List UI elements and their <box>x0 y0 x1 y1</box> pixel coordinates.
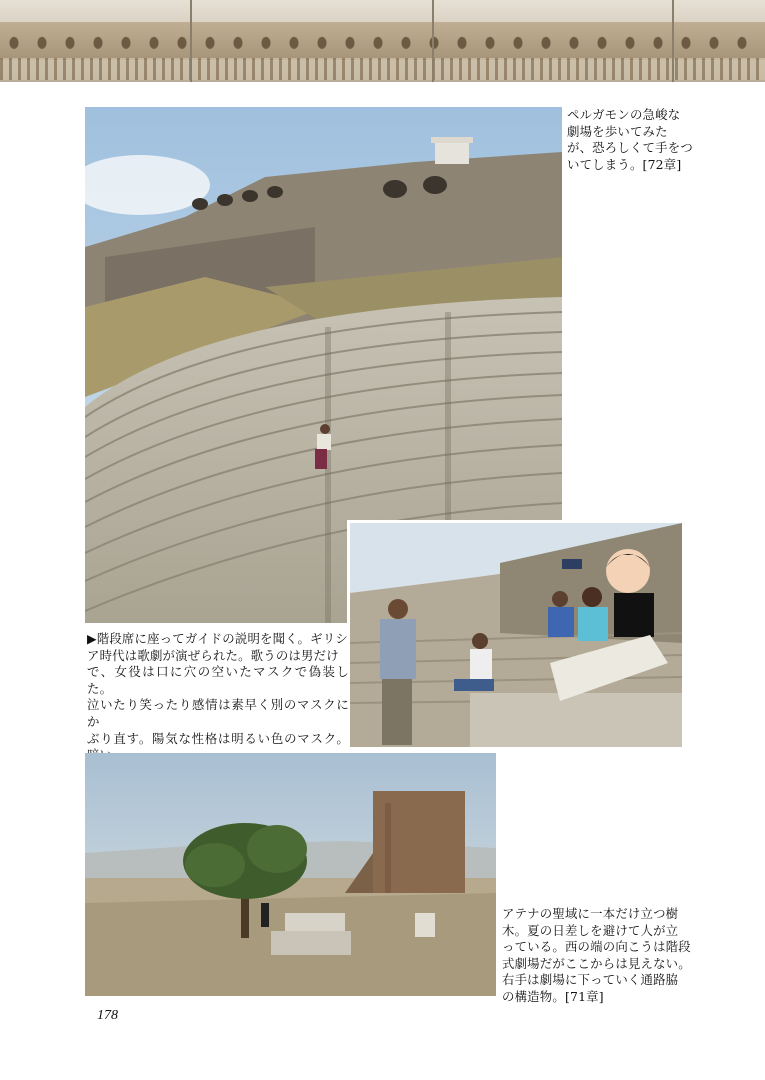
athena-sanctuary-photo <box>85 753 496 996</box>
frieze-joint <box>672 0 674 82</box>
page-number: 178 <box>97 1008 118 1023</box>
theater-caption: ペルガモンの急峻な 劇場を歩いてみた が、恐ろしくて手をつ いてしまう。[72章] <box>567 107 693 172</box>
frieze-joint <box>190 0 192 82</box>
guide-group-photo <box>350 523 682 747</box>
frieze-lower-band <box>0 58 765 80</box>
guide-caption: ▶階段席に座ってガイドの説明を聞く。ギリシ ア時代は歌劇が演ぜられた。歌うのは男だけ で、女役は口に穴の空いたマスクで偽装した。 泣いたり笑ったり感情は素早く別のマスクにか ぶり直す。陽気な性格は明るい色のマスク。 <box>87 631 349 746</box>
frieze-ornament-band <box>0 22 765 60</box>
athena-caption: アテナの聖域に一本だけ立つ樹 木。夏の日差しを避けて人が立 っている。西の端の向こうは階段 式劇場だがここからは見えない。 右手は劇場に下っていく通路脇 の構造物。[71章] <box>502 906 691 1004</box>
decorative-frieze <box>0 0 765 82</box>
frieze-joint <box>432 0 434 82</box>
